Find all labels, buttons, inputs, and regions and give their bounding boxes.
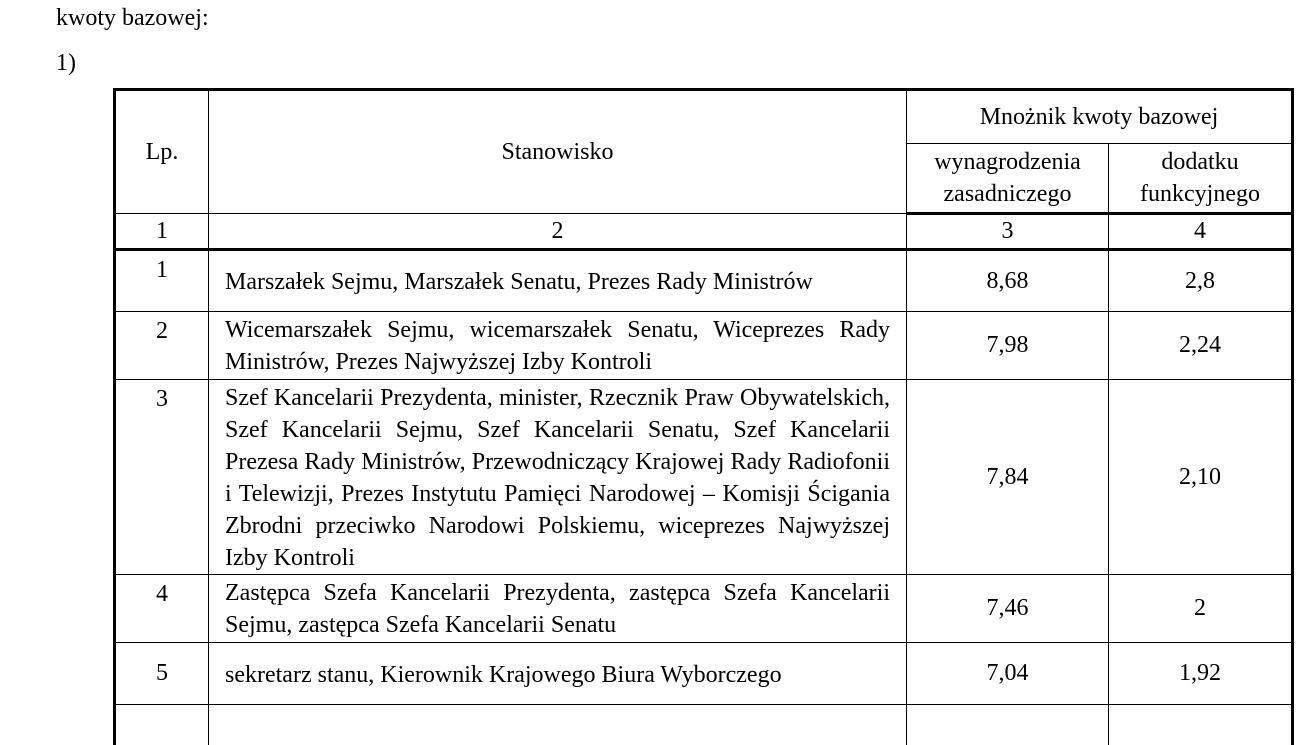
table-row xyxy=(115,380,1293,575)
row-salary-multiplier: 7,84 xyxy=(907,380,1109,575)
row-salary-multiplier: 7,04 xyxy=(907,643,1109,705)
table-header-row xyxy=(115,90,1293,144)
table-row xyxy=(115,250,1293,312)
row-position: Szef Kancelarii Prezydenta, minister, Rzecznik Praw Obywatelskich, Szef Kancelarii Sejmu, Szef Kancelarii Senatu, Szef Kancelarii Prezesa Rady Ministrów, Przewodniczący Krajowej Rady Radiofonii i Telewizji, Prezes Instytutu Pamięci Narodowej – Komisji Ścigania Zbrodni przeciwko Narodowi Polskiemu, wiceprezes Najwyższej Izby Kontroli xyxy=(209,380,907,575)
row-lp: 3 xyxy=(115,380,209,575)
list-enumerator: 1) xyxy=(56,50,76,76)
column-number-row xyxy=(115,214,1293,250)
salary-multiplier-table xyxy=(113,88,1294,745)
column-number: 3 xyxy=(907,214,1109,250)
row-salary-multiplier: 7,46 xyxy=(907,575,1109,643)
row-position: Zastępca Szefa Kancelarii Prezydenta, zastępca Szefa Kancelarii Sejmu, zastępca Szefa Kancelarii Senatu xyxy=(209,575,907,643)
row-salary-multiplier: 7,98 xyxy=(907,312,1109,380)
row-allowance-multiplier: 2,8 xyxy=(1109,250,1293,312)
row-lp: 4 xyxy=(115,575,209,643)
row-allowance-multiplier xyxy=(1109,705,1293,745)
row-lp: 5 xyxy=(115,643,209,705)
header-function-allowance: dodatku funkcyjnego xyxy=(1109,144,1293,214)
header-lp: Lp. xyxy=(115,90,209,214)
table-row xyxy=(115,575,1293,643)
row-position: sekretarz stanu, Kierownik Krajowego Biura Wyborczego xyxy=(209,643,907,705)
table-row xyxy=(115,643,1293,705)
row-allowance-multiplier: 2,24 xyxy=(1109,312,1293,380)
row-lp: 2 xyxy=(115,312,209,380)
header-base-salary: wynagrodzenia zasadniczego xyxy=(907,144,1109,214)
row-lp: 1 xyxy=(115,250,209,312)
row-lp xyxy=(115,705,209,745)
column-number: 1 xyxy=(115,214,209,250)
row-position: Wicemarszałek Sejmu, wicemarszałek Senatu, Wiceprezes Rady Ministrów, Prezes Najwyższej Izby Kontroli xyxy=(209,312,907,380)
header-position: Stanowisko xyxy=(209,90,907,214)
row-position xyxy=(209,705,907,745)
row-allowance-multiplier: 2 xyxy=(1109,575,1293,643)
intro-text-fragment: kwoty bazowej: xyxy=(56,5,209,31)
table-row xyxy=(115,312,1293,380)
column-number: 4 xyxy=(1109,214,1293,250)
column-number: 2 xyxy=(209,214,907,250)
row-allowance-multiplier: 1,92 xyxy=(1109,643,1293,705)
table-row-cut-off xyxy=(115,705,1293,745)
row-salary-multiplier: 8,68 xyxy=(907,250,1109,312)
row-salary-multiplier xyxy=(907,705,1109,745)
row-allowance-multiplier: 2,10 xyxy=(1109,380,1293,575)
row-position: Marszałek Sejmu, Marszałek Senatu, Prezes Rady Ministrów xyxy=(209,250,907,312)
header-multiplier-group: Mnożnik kwoty bazowej xyxy=(907,90,1293,144)
